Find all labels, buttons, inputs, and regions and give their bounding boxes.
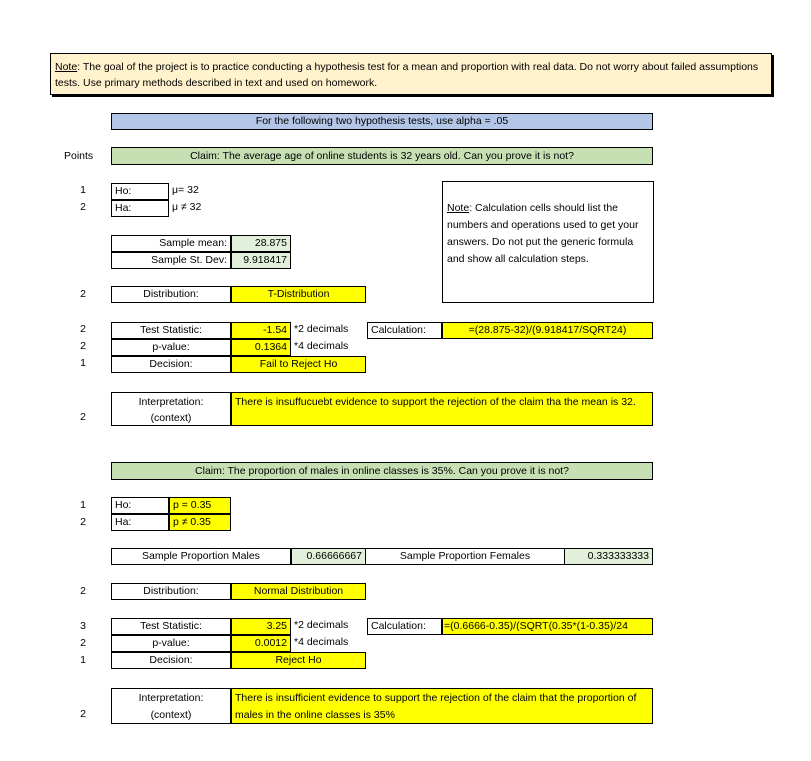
- test1-dec-label: Decision:: [111, 356, 231, 373]
- test1-mean-label: Sample mean:: [111, 235, 231, 252]
- test2-calc-value[interactable]: =(0.6666-0.35)/(SQRT(0.35*(1-0.35)/24: [442, 618, 653, 635]
- alpha-banner: For the following two hypothesis tests, use alpha = .05: [111, 113, 653, 130]
- test1-dist-points: 2: [80, 288, 86, 300]
- test2-dist-value[interactable]: Normal Distribution: [231, 583, 366, 600]
- test2-spm-value[interactable]: 0.66666667: [291, 548, 366, 565]
- test1-ts-value[interactable]: -1.54: [231, 322, 291, 339]
- test1-dec-value[interactable]: Fail to Reject Ho: [231, 356, 366, 373]
- test2-ha-value[interactable]: p ≠ 0.35: [169, 514, 231, 531]
- test1-interp-label-line2: (context): [150, 412, 192, 424]
- test2-interp-label-line2: (context): [150, 709, 192, 721]
- test1-sd-value[interactable]: 9.918417: [231, 252, 291, 269]
- test1-interp-label-line1: Interpretation:: [138, 396, 204, 408]
- test1-ts-points: 2: [80, 323, 86, 335]
- test2-dec-points: 1: [80, 654, 86, 666]
- top-note: [50, 53, 772, 95]
- test2-interp-label-line1: Interpretation:: [138, 692, 204, 704]
- test1-ts-note: *2 decimals: [294, 323, 349, 335]
- test1-dec-points: 1: [80, 357, 86, 369]
- test1-ha-label: Ha:: [111, 200, 169, 217]
- side-note-label: Note: [447, 202, 470, 214]
- test2-ts-note: *2 decimals: [294, 619, 349, 631]
- test2-interp-label: [111, 688, 231, 724]
- test2-interp-value[interactable]: There is insufficient evidence to support the rejection of the claim that the proportion of males in the online classes is 35%: [231, 688, 653, 724]
- test2-ho-value[interactable]: p = 0.35: [169, 497, 231, 514]
- test2-ts-value[interactable]: 3.25: [231, 618, 291, 635]
- test1-ho-points: 1: [80, 184, 86, 196]
- test1-claim: Claim: The average age of online students is 32 years old. Can you prove it is not?: [111, 147, 653, 165]
- test1-sd-label: Sample St. Dev:: [111, 252, 231, 269]
- test1-ho-label: Ho:: [111, 183, 169, 200]
- test1-ha-points: 2: [80, 201, 86, 213]
- side-note: [442, 181, 654, 303]
- test2-ho-points: 1: [80, 499, 86, 511]
- test2-pv-label: p-value:: [111, 635, 231, 652]
- test1-pv-note: *4 decimals: [294, 340, 349, 352]
- test2-dist-points: 2: [80, 585, 86, 597]
- test1-ha-value: μ ≠ 32: [172, 201, 202, 213]
- test2-pv-points: 2: [80, 637, 86, 649]
- test2-ts-label: Test Statistic:: [111, 618, 231, 635]
- test1-dist-value[interactable]: T-Distribution: [231, 286, 366, 303]
- test1-ts-label: Test Statistic:: [111, 322, 231, 339]
- test1-pv-points: 2: [80, 340, 86, 352]
- top-note-label: Note: [55, 61, 78, 73]
- test1-pv-label: p-value:: [111, 339, 231, 356]
- test2-dec-label: Decision:: [111, 652, 231, 669]
- test1-pv-value[interactable]: 0.1364: [231, 339, 291, 356]
- test2-dist-label: Distribution:: [111, 583, 231, 600]
- test1-interp-value[interactable]: There is insuffucuebt evidence to support the rejection of the claim tha the mean is 32.: [231, 392, 653, 426]
- points-header: Points: [64, 150, 94, 162]
- test2-ha-label: Ha:: [111, 514, 169, 531]
- top-note-text: : The goal of the project is to practice conducting a hypothesis test for a mean and proportion with real data. Do not worry about failed assumptions tests. Use primary methods described in text and used on homework.: [55, 61, 759, 89]
- test1-ho-value: μ= 32: [172, 184, 199, 196]
- test2-claim: Claim: The proportion of males in online classes is 35%. Can you prove it is not?: [111, 462, 653, 480]
- test1-calc-value[interactable]: =(28.875-32)/(9.918417/SQRT24): [442, 322, 653, 339]
- test2-pv-note: *4 decimals: [294, 636, 349, 648]
- test2-spf-label: Sample Proportion Females: [366, 548, 564, 565]
- test1-interp-points: 2: [80, 411, 86, 423]
- test2-spm-label: Sample Proportion Males: [111, 548, 291, 565]
- side-note-text: : Calculation cells should list the numbers and operations used to get your answers. Do not put the generic formula and show all calculation steps.: [447, 202, 639, 265]
- test2-ts-points: 3: [80, 620, 86, 632]
- test2-ho-label: Ho:: [111, 497, 169, 514]
- test2-interp-points: 2: [80, 708, 86, 720]
- test1-mean-value[interactable]: 28.875: [231, 235, 291, 252]
- test2-ha-points: 2: [80, 516, 86, 528]
- test2-pv-value[interactable]: 0.0012: [231, 635, 291, 652]
- test1-calc-label: Calculation:: [367, 322, 442, 339]
- test1-interp-label: [111, 392, 231, 426]
- test2-spf-value[interactable]: 0.333333333: [564, 548, 653, 565]
- test1-dist-label: Distribution:: [111, 286, 231, 303]
- test2-calc-label: Calculation:: [367, 618, 442, 635]
- test2-dec-value[interactable]: Reject Ho: [231, 652, 366, 669]
